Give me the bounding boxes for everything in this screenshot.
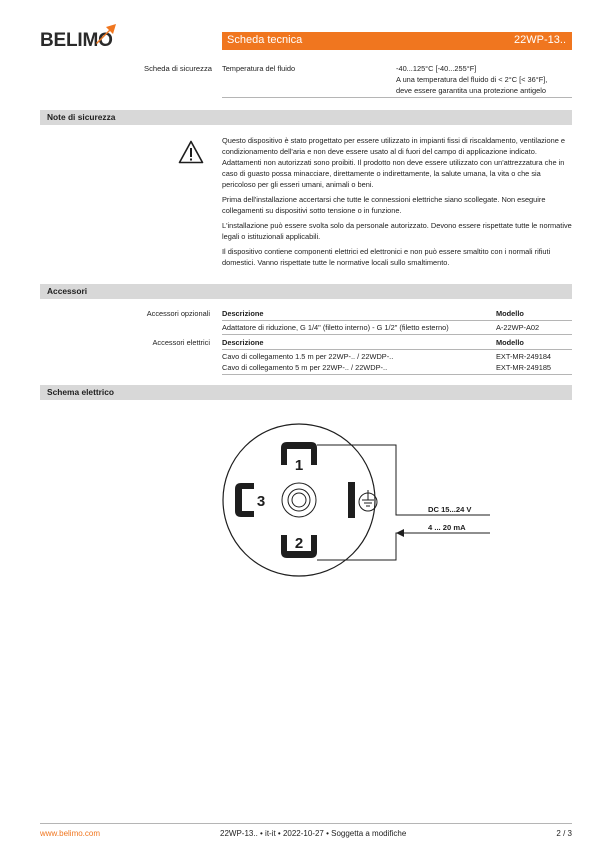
center-ring-outer — [282, 483, 316, 517]
logo-arrow-icon — [93, 21, 119, 47]
footer-website-link[interactable]: www.belimo.com — [40, 829, 101, 838]
warning-triangle-icon — [178, 140, 204, 164]
wiring-diagram — [0, 400, 600, 600]
safety-parameter: Temperatura del fluido — [222, 64, 296, 73]
safety-value-3: deve essere garantita una protezione antigelo — [396, 86, 546, 95]
footer-info: 22WP-13.. • it-it • 2022-10-27 • Soggetta a modifiche — [220, 829, 407, 838]
doc-model: 22WP-13.. — [514, 34, 566, 46]
col-description: Descrizione — [222, 338, 264, 347]
col-model: Modello — [496, 338, 524, 347]
section-safety-notes — [40, 110, 572, 125]
safety-value-1: -40...125°C [-40...255°F] — [396, 64, 477, 73]
section-wiring — [40, 385, 572, 400]
safety-paragraph: Questo dispositivo è stato progettato per essere utilizzato in impianti fissi di riscaldamento, ventilazione e condizionamento dell'aria e non deve essere usato al di fuori del campo di applicazione indicato. Adattamenti non autorizzati sono proibiti. Il prodotto non deve essere utilizzato con un'attrezzatura che in caso di guasto possa minacciare, direttamente o indirettamente, la salute umana, la vita o che sia pericoloso per gli esseri umani, animali o beni. — [222, 136, 566, 189]
safety-paragraph: L'installazione può essere svolta solo da personale autorizzato. Devono essere rispettate tutte le normative legali o istituzionali applicabili. — [222, 221, 572, 241]
divider — [222, 334, 572, 335]
pin-1-label: 1 — [294, 457, 304, 474]
supply-label: DC 15...24 V — [428, 505, 472, 514]
pin-3-label: 3 — [256, 493, 266, 510]
ground-contact — [348, 482, 355, 518]
safety-paragraph: Il dispositivo contiene componenti elettrici ed elettronici e non può essere smaltito con i normali rifiuti domestici. Vanno rispettate tutte le normative locali sullo smaltimento. — [222, 247, 551, 267]
safety-value-2: A una temperatura del fluido di < 2°C [< 36°F], — [396, 75, 548, 84]
accessory-model: A-22WP-A02 — [496, 323, 540, 332]
wire-signal — [317, 533, 490, 560]
doc-type: Scheda tecnica — [227, 34, 303, 46]
signal-arrow-icon — [396, 529, 404, 537]
col-description: Descrizione — [222, 309, 264, 318]
pin-3-contact — [235, 483, 254, 517]
signal-label: 4 ... 20 mA — [428, 523, 466, 532]
optional-accessories-label: Accessori opzionali — [146, 309, 210, 318]
electrical-accessories-label: Accessori elettrici — [152, 338, 210, 347]
section-title: Schema elettrico — [47, 387, 115, 397]
section-title: Accessori — [47, 286, 88, 296]
divider — [222, 97, 572, 98]
section-title: Note di sicurezza — [47, 112, 116, 122]
footer-page-number: 2 / 3 — [556, 829, 572, 838]
pin-2-label: 2 — [294, 535, 304, 552]
divider — [222, 349, 572, 350]
safety-paragraph: Prima dell'installazione accertarsi che tutte le connessioni elettriche siano scollegate. Non eseguire collegamenti su dispositivi sotto tensione o in funzione. — [222, 195, 546, 215]
accessory-desc: Adattatore di riduzione, G 1/4" (filetto interno) - G 1/2" (filetto esterno) — [222, 323, 449, 332]
divider — [222, 320, 572, 321]
safety-notes-text — [222, 135, 572, 272]
safety-row-label: Scheda di sicurezza — [144, 64, 212, 73]
col-model: Modello — [496, 309, 524, 318]
accessory-model: EXT-MR-249184 — [496, 352, 552, 361]
footer-divider — [40, 823, 572, 824]
section-accessories — [40, 284, 572, 299]
doc-header-bar — [222, 32, 572, 50]
accessory-desc: Cavo di collegamento 5 m per 22WP-.. / 22WDP-.. — [222, 363, 388, 372]
logo-wordmark: BELIMO — [40, 30, 113, 51]
accessory-desc: Cavo di collegamento 1.5 m per 22WP-.. / 22WDP-.. — [222, 352, 394, 361]
divider — [222, 374, 572, 375]
center-ring-mid — [288, 489, 310, 511]
center-ring-inner — [292, 493, 306, 507]
accessory-model: EXT-MR-249185 — [496, 363, 552, 372]
